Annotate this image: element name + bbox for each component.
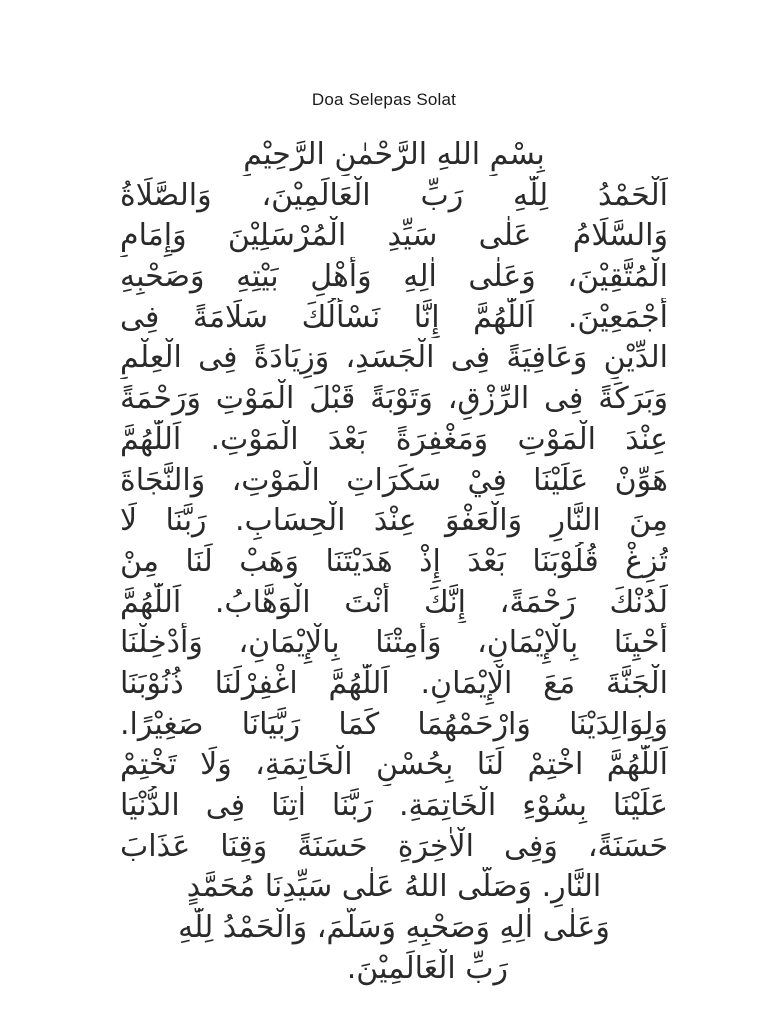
prayer-line: مِنَ النَّارِ وَالْعَفْوَ عِنْدَ الْحِسَابِ. رَبَّنَا لَا (120, 503, 668, 539)
prayer-line: وَبَرَكَةً فِى الرِّزْقِ، وَتَوْبَةً قَبْلَ الْمَوْتِ وَرَحْمَةً (120, 381, 668, 417)
prayer-line: أَحْيِنَا بِالْإِيْمَانِ، وَأَمِتْنَا بِالْإِيْمَانِ، وَأَدْخِلْنَا (120, 625, 668, 661)
prayer-line: وَعَلٰى اٰلِهِ وَصَحْبِهِ وَسَلَّمَ، وَالْحَمْدُ لِلّٰهِ (178, 910, 610, 946)
prayer-line-basmalah: بِسْمِ اللهِ الرَّحْمٰنِ الرَّحِيْمِ (243, 137, 545, 172)
prayer-line: تُزِغْ قُلُوْبَنَا بَعْدَ إِذْ هَدَيْتَنَا وَهَبْ لَنَا مِنْ (120, 543, 668, 579)
prayer-line: النَّارِ. وَصَلَّى اللهُ عَلٰى سَيِّدِنَا مُحَمَّدٍ (186, 869, 602, 905)
arabic-prayer-text (120, 135, 668, 989)
prayer-line: عِنْدَ الْمَوْتِ وَمَغْفِرَةً بَعْدَ الْمَوْتِ. اَللّٰهُمَّ (120, 421, 668, 457)
prayer-line: اَللّٰهُمَّ اخْتِمْ لَنَا بِحُسْنِ الْخَاتِمَةِ، وَلَا تَخْتِمْ (120, 747, 668, 783)
prayer-line: اَلْحَمْدُ لِلّٰهِ رَبِّ الْعَالَمِيْنَ، وَالصَّلَاةُ (120, 177, 668, 213)
prayer-line: لَدُنْكَ رَحْمَةً، إِنَّكَ أَنْتَ الْوَهَّابُ. اَللّٰهُمَّ (120, 584, 668, 620)
prayer-line: الْمُتَّقِيْنَ، وَعَلٰى اٰلِهِ وَأَهْلِ بَيْتِهِ وَصَحْبِهِ (120, 259, 668, 295)
prayer-line: حَسَنَةً، وَفِى الْاٰخِرَةِ حَسَنَةً وَقِنَا عَذَابَ (120, 828, 668, 864)
prayer-line: وَالسَّلَامُ عَلٰى سَيِّدِ الْمُرْسَلِيْنَ وَإِمَامِ (120, 218, 668, 254)
prayer-line-closing: رَبِّ الْعَالَمِيْنَ. (346, 950, 508, 986)
prayer-line: الْجَنَّةَ مَعَ الْإِيْمَانِ. اَللّٰهُمَّ اغْفِرْلَنَا ذُنُوْبَنَا (120, 665, 668, 701)
prayer-line: عَلَيْنَا بِسُوْءِ الْخَاتِمَةِ. رَبَّنَا اٰتِنَا فِى الدُّنْيَا (120, 788, 668, 823)
prayer-line: أَجْمَعِيْنَ. اَللّٰهُمَّ إِنَّا نَسْأَلُكَ سَلَامَةً فِى (120, 299, 668, 335)
document-title: Doa Selepas Solat (311, 90, 457, 109)
prayer-line: هَوِّنْ عَلَيْنَا فِيْ سَكَرَاتِ الْمَوْتِ، وَالنَّجَاةَ (120, 462, 668, 498)
prayer-line: الدِّيْنِ وَعَافِيَةً فِى الْجَسَدِ، وَزِيَادَةً فِى الْعِلْمِ (120, 340, 668, 376)
prayer-line: وَلِوَالِدَيْنَا وَارْحَمْهُمَا كَمَا رَبَّيَانَا صَغِيْرًا. (120, 706, 668, 742)
